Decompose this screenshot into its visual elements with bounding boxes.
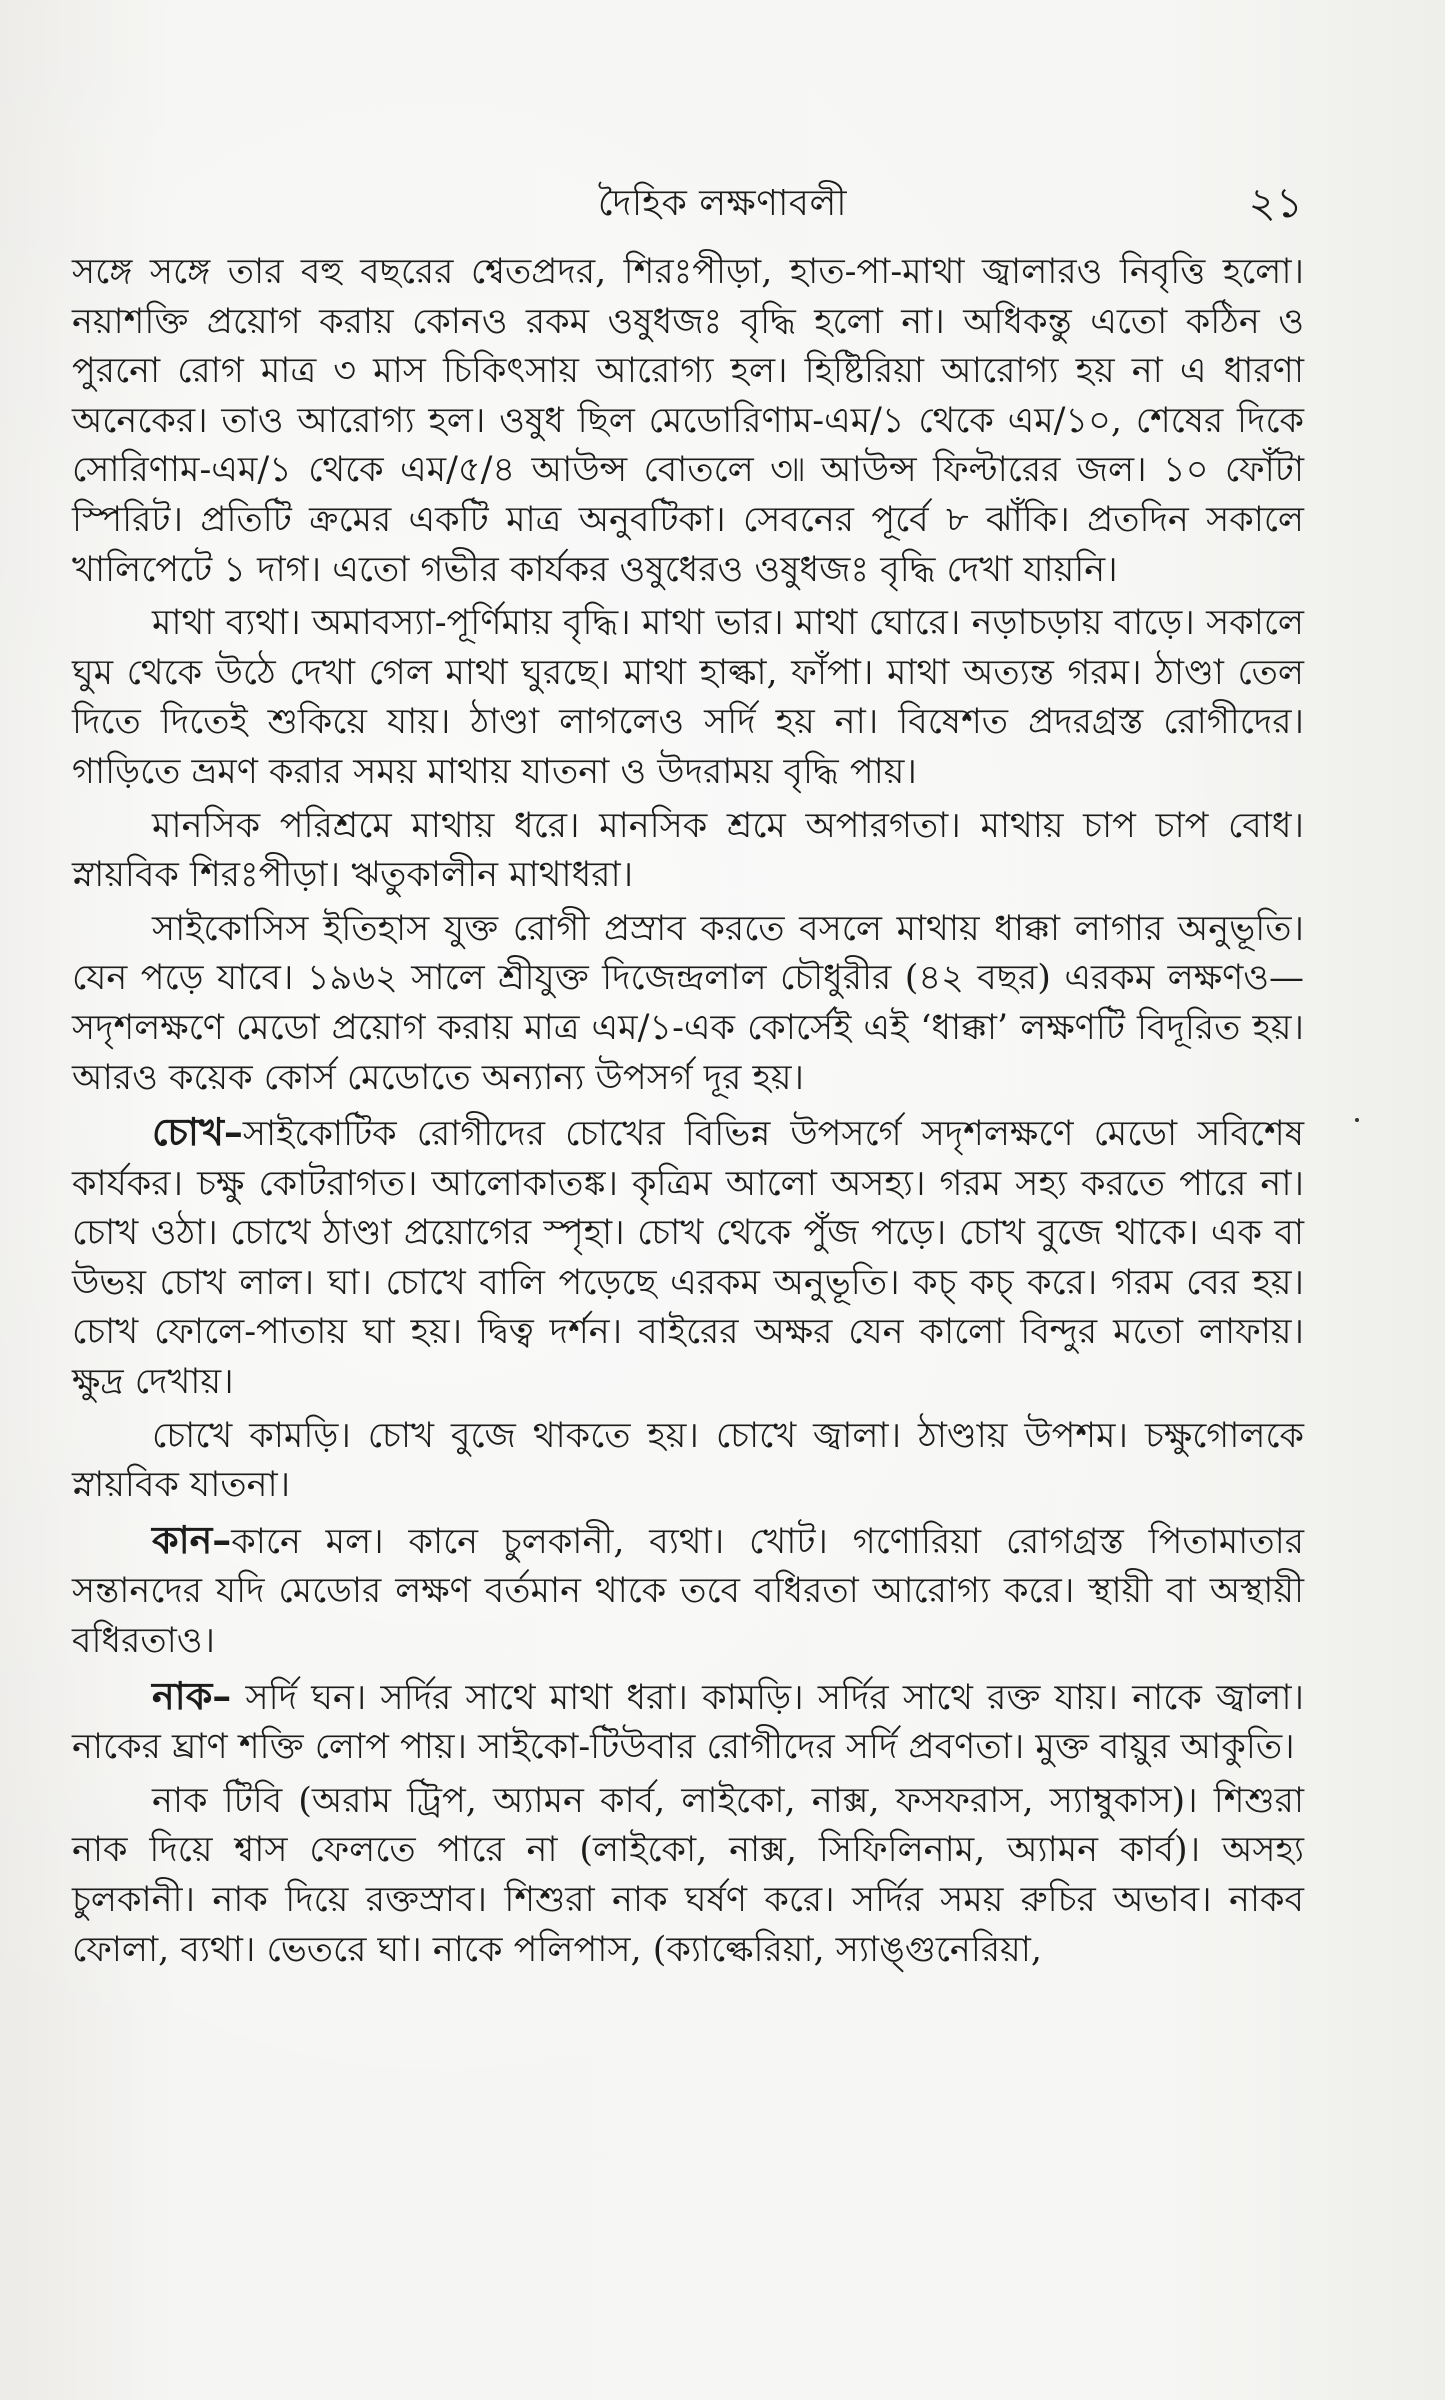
paragraph bbox=[72, 599, 1304, 797]
paragraph-text: নাক টিবি (অরাম ট্রিপ, অ্যামন কার্ব, লাইকো, নাক্স, ফসফরাস, স্যাম্বুকাস)। শিশুরা নাক দিয়ে শ্বাস ফেলতে পারে না (লাইকো, নাক্স, সিফিলিনাম, অ্যামন কার্ব)। অসহ্য চুলকানী। নাক দিয়ে রক্তস্রাব। শিশুরা নাক ঘর্ষণ করে। সর্দির সময় রুচির অভাব। নাকব ফোলা, ব্যথা। ভেতরে ঘা। নাকে পলিপাস, (ক্যাল্কেরিয়া, স্যাঙ্গুনেরিয়া, bbox=[72, 1780, 1304, 1970]
paragraph bbox=[72, 802, 1304, 901]
body-text bbox=[72, 248, 1304, 1975]
paragraph bbox=[72, 1671, 1304, 1773]
paragraph bbox=[72, 1515, 1304, 1667]
paragraph bbox=[72, 1107, 1304, 1408]
paragraph bbox=[72, 248, 1304, 595]
paragraph-text: মাথা ব্যথা। অমাবস্যা-পূর্ণিমায় বৃদ্ধি। মাথা ভার। মাথা ঘোরে। নড়াচড়ায় বাড়ে। সকালে ঘুম থেকে উঠে দেখা গেল মাথা ঘুরছে। মাথা হাল্কা, ফাঁপা। মাথা অত্যন্ত গরম। ঠাণ্ডা তেল দিতে দিতেই শুকিয়ে যায়। ঠাণ্ডা লাগলেও সর্দি হয় না। বিষেশত প্রদরগ্রস্ত রোগীদের। গাড়িতে ভ্রমণ করার সময় মাথায় যাতনা ও উদরাময় বৃদ্ধি পায়। bbox=[72, 603, 1304, 792]
paragraph-text: মানসিক পরিশ্রমে মাথায় ধরে। মানসিক শ্রমে অপারগতা। মাথায় চাপ চাপ বোধ। স্নায়বিক শিরঃপীড়া। ঋতুকালীন মাথাধরা। bbox=[72, 805, 1304, 896]
section-heading-ear: কান– bbox=[152, 1516, 232, 1562]
paragraph-text: সর্দি ঘন। সর্দির সাথে মাথা ধরা। কামড়ি। সর্দির সাথে রক্ত যায়। নাকে জ্বালা। নাকের ঘ্রাণ শক্তি লোপ পায়। সাইকো-টিউবার রোগীদের সর্দি প্রবণতা। মুক্ত বায়ুর আকুতি। bbox=[72, 1677, 1304, 1768]
paragraph-text: কানে মল। কানে চুলকানী, ব্যথা। খোট। গণোরিয়া রোগগ্রস্ত পিতামাতার সন্তানদের যদি মেডোর লক্ষণ বর্তমান থাকে তবে বধিরতা আরোগ্য করে। স্থায়ী বা অস্থায়ী বধিরতাও। bbox=[72, 1521, 1304, 1662]
paragraph bbox=[72, 1777, 1304, 1975]
page-number: ২১ bbox=[1248, 178, 1303, 227]
paragraph-text: সঙ্গে সঙ্গে তার বহু বছরের শ্বেতপ্রদর, শিরঃপীড়া, হাত-পা-মাথা জ্বালারও নিবৃত্তি হলো। নয়াশক্তি প্রয়োগ করায় কোনও রকম ওষুধজঃ বৃদ্ধি হলো না। অধিকন্তু এতো কঠিন ও পুরনো রোগ মাত্র ৩ মাস চিকিৎসায় আরোগ্য হল। হিষ্টিরিয়া আরোগ্য হয় না এ ধারণা অনেকের। তাও আরোগ্য হল। ওষুধ ছিল মেডোরিণাম-এম/১ থেকে এম/১০, শেষের দিকে সোরিণাম-এম/১ থেকে এম/৫/৪ আউন্স বোতলে ৩৷৷ আউন্স ফিল্টারের জল। ১০ ফোঁটা স্পিরিট। প্রতিটি ক্রমের একটি মাত্র অনুবটিকা। সেবনের পূর্বে ৮ ঝাঁকি। প্রতদিন সকালে খালিপেটে ১ দাগ। এতো গভীর কার্যকর ওষুধেরও ওষুধজঃ বৃদ্ধি দেখা যায়নি। bbox=[72, 252, 1304, 590]
paragraph bbox=[72, 1412, 1304, 1511]
section-heading-nose: নাক– bbox=[152, 1672, 232, 1718]
section-heading-eye: চোখ– bbox=[152, 1109, 243, 1155]
paragraph-text: সাইকোসিস ইতিহাস যুক্ত রোগী প্রস্রাব করতে বসলে মাথায় ধাক্কা লাগার অনুভূতি। যেন পড়ে যাবে। ১৯৬২ সালে শ্রীযুক্ত দিজেন্দ্রলাল চৌধুরীর (৪২ বছর) এরকম লক্ষণও—সদৃশলক্ষণে মেডো প্রয়োগ করায় মাত্র এম/১-এক কোর্সেই এই ‘ধাক্কা’ লক্ষণটি বিদূরিত হয়। আরও কয়েক কোর্স মেডোতে অন্যান্য উপসর্গ দূর হয়। bbox=[72, 908, 1304, 1098]
paragraph-text: সাইকোটিক রোগীদের চোখের বিভিন্ন উপসর্গে সদৃশলক্ষণে মেডো সবিশেষ কার্যকর। চক্ষু কোটরাগত। আলোকাতঙ্ক। কৃত্রিম আলো অসহ্য। গরম সহ্য করতে পারে না। চোখ ওঠা। চোখে ঠাণ্ডা প্রয়োগের স্পৃহা। চোখ থেকে পুঁজ পড়ে। চোখ বুজে থাকে। এক বা উভয় চোখ লাল। ঘা। চোখে বালি পড়েছে এরকম অনুভূতি। কচ্ কচ্ করে। গরম বের হয়। চোখ ফোলে-পাতায় ঘা হয়। দ্বিত্ব দর্শন। বাইরের অক্ষর যেন কালো বিন্দুর মতো লাফায়। ক্ষুদ্র দেখায়। bbox=[72, 1114, 1304, 1403]
running-title: দৈহিক লক্ষণাবলী bbox=[597, 183, 848, 224]
ink-speck bbox=[1355, 1118, 1359, 1122]
paragraph bbox=[72, 905, 1304, 1103]
paragraph-text: চোখে কামড়ি। চোখ বুজে থাকতে হয়। চোখে জ্বালা। ঠাণ্ডায় উপশম। চক্ষুগোলকে স্নায়বিক যাতনা। bbox=[72, 1415, 1304, 1506]
